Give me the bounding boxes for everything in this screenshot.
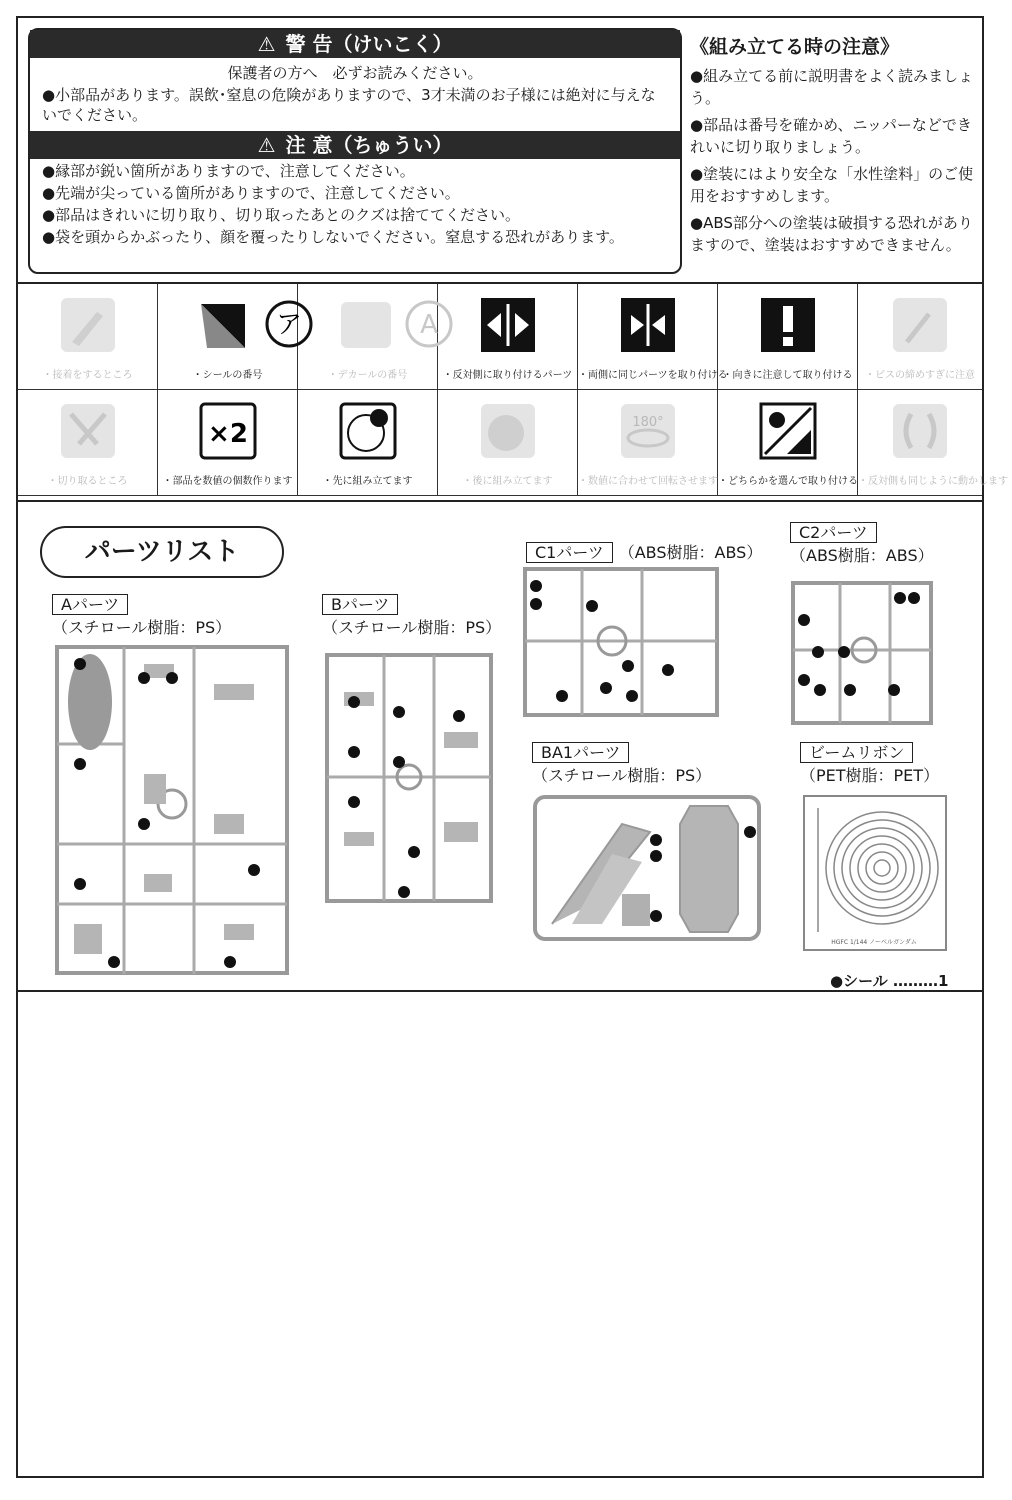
manual-page [16, 16, 1008, 1478]
exclamation-icon [757, 294, 819, 356]
legend-label: ・反対側も同じように動かします [858, 476, 1008, 487]
runner-a-label: Aパーツ （スチロール樹脂：PS） [52, 595, 232, 637]
warning-subtitle: 保護者の方へ 必ずお読みください。 [227, 64, 483, 82]
attention-item: ●袋を頭からかぶったり、顔を覆ったりしないでください。窒息する恐れがあります。 [42, 228, 624, 246]
legend-cell [438, 390, 578, 496]
legend-cell [298, 284, 438, 390]
legend-cell [18, 284, 158, 390]
legend-label: ・接着をするところ [42, 370, 133, 381]
top-section [18, 18, 982, 284]
svg-text:ア: ア [275, 310, 302, 340]
legend-label: ・ビスの締めすぎに注意 [865, 370, 975, 381]
legend-cell [18, 390, 158, 496]
legend-cell [578, 284, 728, 390]
legend-label: ・シールの番号 [192, 370, 263, 381]
svg-text:HGFC 1/144 ノーベルガンダム: HGFC 1/144 ノーベルガンダム [831, 939, 917, 946]
attention-bar [30, 131, 680, 159]
runner-b-label: Bパーツ （スチロール樹脂：PS） [322, 595, 502, 637]
nipper-icon [57, 400, 119, 462]
runner-c1-diagram [522, 566, 720, 718]
multiply-icon [197, 400, 259, 462]
warning-bar [30, 30, 680, 58]
move-both-icon [889, 400, 951, 462]
parts-list-title: パーツリスト [40, 526, 284, 578]
assembly-notes-title: 《組み立てる時の注意》 [690, 36, 900, 58]
decal-icon [308, 294, 438, 356]
legend-label: ・切り取るところ [47, 476, 128, 487]
runner-ribbon-label: ビームリボン （PET樹脂：PET） [800, 743, 940, 785]
runner-ba1-label: BA1パーツ （スチロール樹脂：PS） [532, 743, 712, 785]
runner-a-diagram [54, 644, 290, 976]
legend-cell [858, 284, 982, 390]
legend-cell [718, 284, 858, 390]
legend-cell [158, 284, 302, 390]
assembly-note: ●組み立てる前に説明書をよく読みましょう。 [690, 67, 974, 107]
legend-label: ・反対側に取り付けるパーツ [442, 370, 573, 381]
legend-label: ・部品を数値の個数作ります [162, 476, 293, 487]
legend-cell [298, 390, 438, 496]
legend-cell [158, 390, 298, 496]
section-divider [18, 990, 982, 992]
assembly-note: ●部品は番号を確かめ、ニッパーなどできれいに切り取りましょう。 [690, 116, 972, 156]
svg-text:180°: 180° [631, 415, 664, 430]
symbol-legend [18, 284, 1008, 502]
svg-text:A: A [419, 310, 438, 340]
legend-cell [578, 390, 718, 496]
runner-c2-label: C2パーツ （ABS樹脂：ABS） [790, 523, 934, 565]
attention-item: ●先端が尖っている箇所がありますので、注意してください。 [42, 184, 460, 202]
runner-b-diagram [324, 652, 494, 904]
rotate-icon [617, 400, 679, 462]
legend-label: ・どちらかを選んで取り付ける [718, 476, 858, 487]
attention-title: 注 意（ちゅうい） [285, 133, 453, 157]
legend-cell [858, 390, 1008, 496]
legend-cell [718, 390, 858, 496]
attention-item: ●部品はきれいに切り取り、切り取ったあとのクズは捨ててください。 [42, 206, 520, 224]
assembly-note: ●塗装にはより安全な「水性塗料」のご使用をおすすめします。 [690, 165, 974, 205]
warning-text: ●小部品があります。誤飲･窒息の危険がありますので、3才未満のお子様には絶対に与えないでください。 [42, 86, 656, 124]
sticker-icon [168, 294, 302, 356]
beam-ribbon-diagram [802, 794, 948, 952]
legend-label: ・先に組み立てます [322, 476, 413, 487]
runner-ba1-diagram [532, 794, 762, 942]
svg-text:×2: ×2 [207, 419, 248, 449]
warning-triangle-icon: ⚠ [257, 32, 276, 56]
legend-label: ・後に組み立てます [462, 476, 553, 487]
caution-triangle-icon: ⚠ [257, 133, 276, 157]
both-sides-icon [617, 294, 679, 356]
screw-icon [889, 294, 951, 356]
assembly-notes [690, 32, 980, 261]
assemble-first-icon [337, 400, 399, 462]
legend-cell [438, 284, 578, 390]
legend-label: ・デカールの番号 [327, 370, 408, 381]
assembly-note: ●ABS部分への塗装は破損する恐れがありますので、塗装はおすすめできません。 [690, 214, 973, 254]
legend-label: ・両側に同じパーツを取り付ける [578, 370, 728, 381]
seal-count: ●シール ………1 [830, 972, 949, 990]
attention-item: ●縁部が鋭い箇所がありますので、注意してください。 [42, 162, 415, 180]
runner-c2-diagram [790, 580, 934, 726]
warning-box [28, 28, 682, 274]
brush-icon [57, 294, 119, 356]
legend-label: ・数値に合わせて回転させます [578, 476, 718, 487]
opposite-side-icon [477, 294, 539, 356]
choose-icon [757, 400, 819, 462]
assemble-later-icon [477, 400, 539, 462]
legend-label: ・向きに注意して取り付ける [722, 370, 853, 381]
runner-c1-label: C1パーツ （ABS樹脂：ABS） [526, 540, 762, 563]
warning-title: 警 告（けいこく） [285, 32, 453, 56]
